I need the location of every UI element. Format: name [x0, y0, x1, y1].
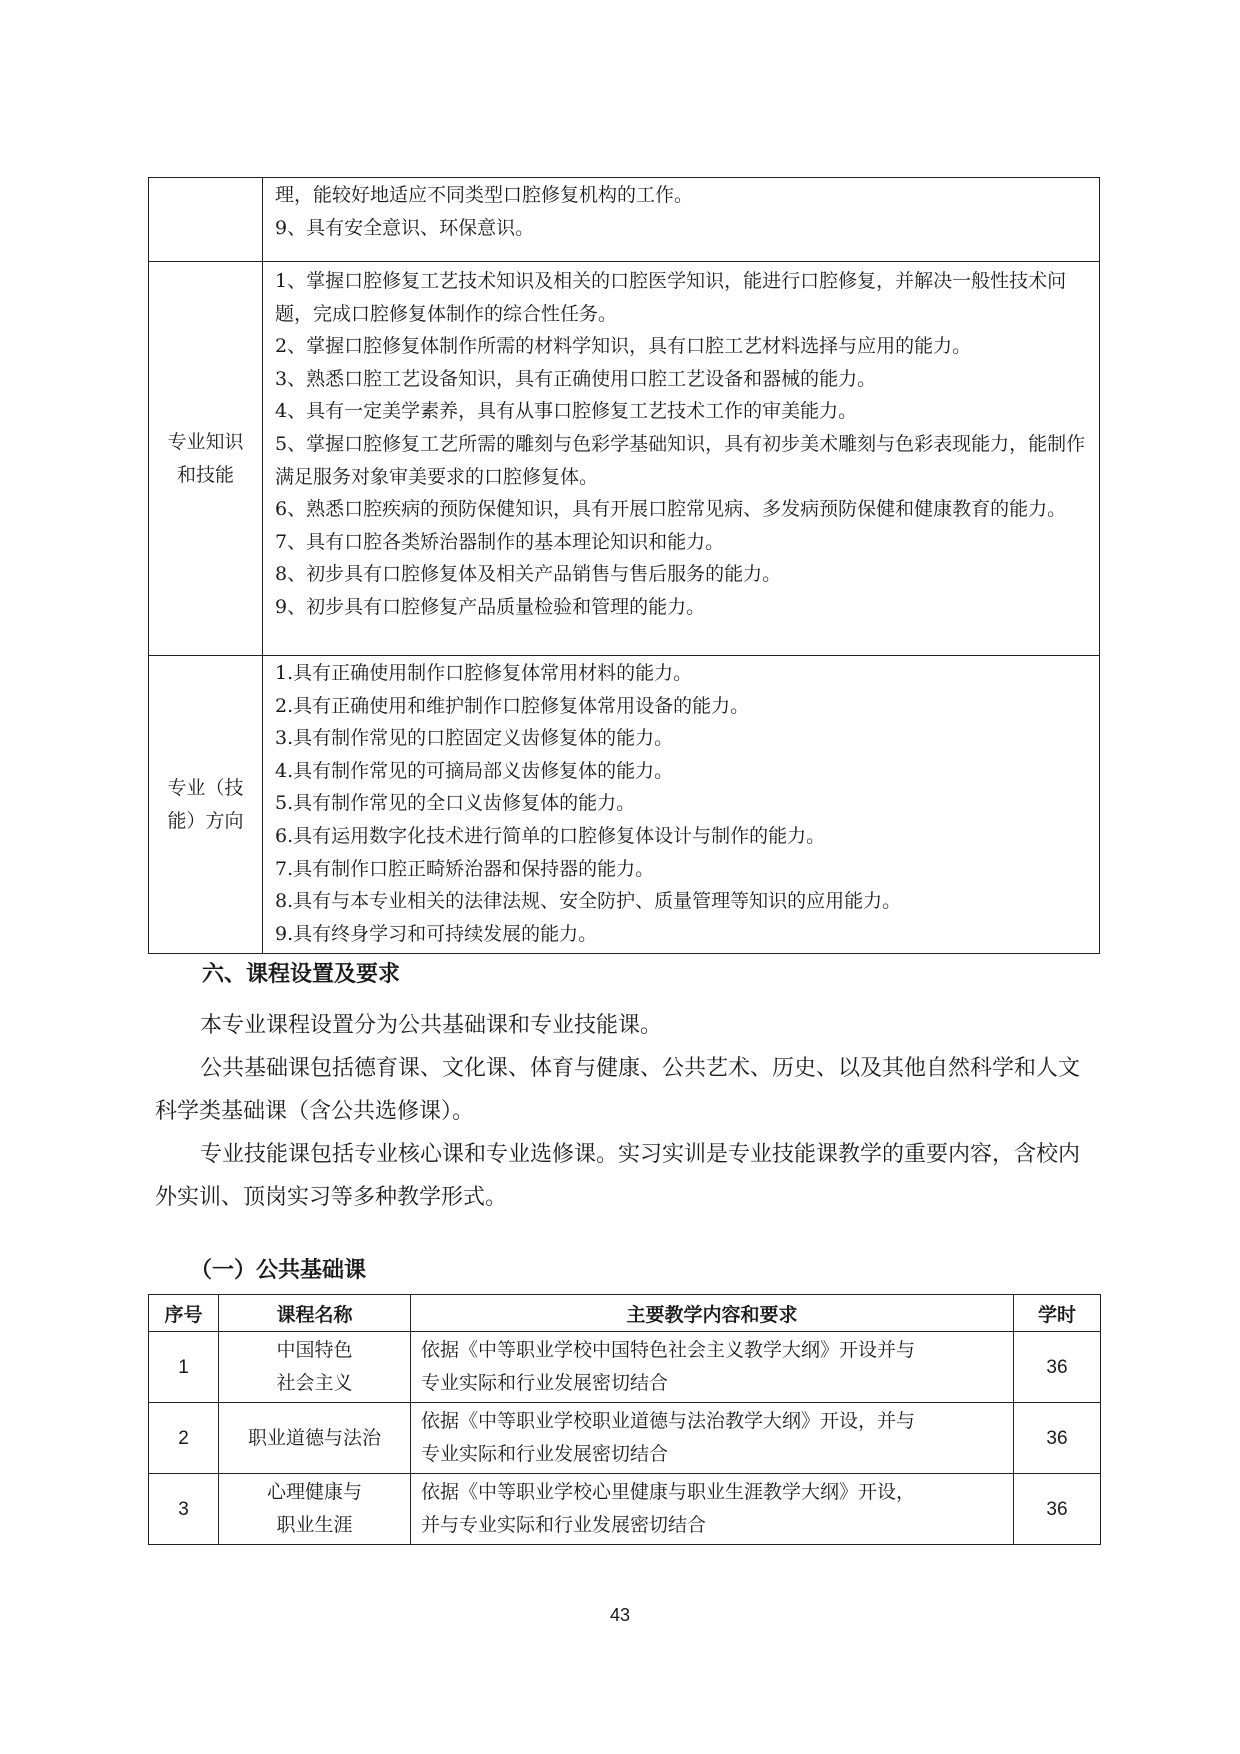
table-row	[149, 1332, 1101, 1403]
list-item: 1、掌握口腔修复工艺技术知识及相关的口腔医学知识，能进行口腔修复，并解决一般性技术问题，完成口腔修复体制作的综合性任务。	[275, 270, 1067, 325]
list-item: 3、熟悉口腔工艺设备知识，具有正确使用口腔工艺设备和器械的能力。	[275, 367, 877, 390]
subsection-heading: （一）公共基础课	[190, 1258, 367, 1283]
category-label-line: 专业（技	[167, 776, 244, 799]
category-cell	[149, 656, 263, 954]
table-row	[149, 262, 1100, 656]
course-hours: 36	[1014, 1332, 1101, 1403]
course-hours: 36	[1014, 1403, 1101, 1474]
list-item: 8、初步具有口腔修复体及相关产品销售与售后服务的能力。	[275, 563, 782, 586]
course-name	[219, 1474, 411, 1545]
list-item: 4、具有一定美学素养，具有从事口腔修复工艺技术工作的审美能力。	[275, 400, 858, 423]
section-body	[155, 1004, 1100, 1219]
list-item: 6、熟悉口腔疾病的预防保健知识，具有开展口腔常见病、多发病预防保健和健康教育的能力。	[275, 498, 1067, 521]
list-item: 9.具有终身学习和可持续发展的能力。	[275, 922, 598, 945]
list-item: 2、掌握口腔修复体制作所需的材料学知识，具有口腔工艺材料选择与应用的能力。	[275, 335, 972, 358]
course-content	[411, 1403, 1014, 1474]
list-item: 5.具有制作常见的全口义齿修复体的能力。	[275, 792, 636, 815]
table-row	[149, 656, 1100, 954]
course-content-line: 依据《中等职业学校中国特色社会主义教学大纲》开设并与	[421, 1339, 916, 1361]
category-label-line: 和技能	[176, 463, 234, 486]
course-hours: 36	[1014, 1474, 1101, 1545]
table-row	[149, 178, 1100, 262]
paragraph: 专业技能课包括专业核心课和专业选修课。实习实训是专业技能课教学的重要内容，含校内外实训、顶岗实习等多种教学形式。	[155, 1142, 1081, 1210]
course-content	[411, 1474, 1014, 1545]
row-number: 1	[149, 1332, 219, 1403]
course-name	[219, 1403, 411, 1474]
course-content-line: 专业实际和行业发展密切结合	[421, 1443, 669, 1465]
course-content-line: 专业实际和行业发展密切结合	[421, 1372, 669, 1394]
column-header: 课程名称	[219, 1295, 411, 1332]
requirements-cell	[263, 262, 1100, 656]
list-item: 5、掌握口腔修复工艺所需的雕刻与色彩学基础知识，具有初步美术雕刻与色彩表现能力，能制作满足服务对象审美要求的口腔修复体。	[275, 432, 1086, 488]
table-header-row	[149, 1295, 1101, 1332]
course-content	[411, 1332, 1014, 1403]
section-heading: 六、课程设置及要求	[202, 962, 401, 987]
course-content-line: 并与专业实际和行业发展密切结合	[421, 1514, 707, 1536]
paragraph: 公共基础课包括德育课、文化课、体育与健康、公共艺术、历史、以及其他自然科学和人文科学类基础课（含公共选修课）。	[155, 1056, 1081, 1124]
competency-table	[148, 177, 1100, 954]
category-label-line: 能）方向	[167, 809, 244, 832]
category-cell	[149, 262, 263, 656]
list-item: 9、初步具有口腔修复产品质量检验和管理的能力。	[275, 595, 706, 618]
public-course-table	[148, 1294, 1101, 1545]
category-cell	[149, 178, 263, 262]
requirements-cell	[263, 178, 1100, 262]
requirements-cell	[263, 656, 1100, 954]
row-number: 2	[149, 1403, 219, 1474]
table-row	[149, 1474, 1101, 1545]
list-item: 7.具有制作口腔正畸矫治器和保持器的能力。	[275, 857, 655, 880]
course-content-line: 依据《中等职业学校职业道德与法治教学大纲》开设，并与	[421, 1410, 916, 1432]
column-header: 序号	[149, 1295, 219, 1332]
list-item: 9、具有安全意识、环保意识。	[275, 216, 535, 239]
list-item: 4.具有制作常见的可摘局部义齿修复体的能力。	[275, 759, 674, 782]
list-item: 3.具有制作常见的口腔固定义齿修复体的能力。	[275, 727, 674, 750]
course-name	[219, 1332, 411, 1403]
course-name-line: 心理健康与	[266, 1481, 362, 1503]
list-item: 理，能较好地适应不同类型口腔修复机构的工作。	[275, 184, 694, 206]
list-item: 8.具有与本专业相关的法律法规、安全防护、质量管理等知识的应用能力。	[275, 890, 902, 913]
course-name-line: 中国特色	[276, 1339, 353, 1361]
list-item: 2.具有正确使用和维护制作口腔修复体常用设备的能力。	[275, 694, 750, 717]
list-item: 7、具有口腔各类矫治器制作的基本理论知识和能力。	[275, 530, 725, 553]
column-header: 主要教学内容和要求	[411, 1295, 1014, 1332]
table-row	[149, 1403, 1101, 1474]
course-name-line: 职业道德与法治	[247, 1426, 381, 1449]
list-item: 6.具有运用数字化技术进行简单的口腔修复体设计与制作的能力。	[275, 824, 826, 847]
list-item: 1.具有正确使用制作口腔修复体常用材料的能力。	[275, 662, 693, 684]
paragraph: 本专业课程设置分为公共基础课和专业技能课。	[200, 1013, 663, 1038]
course-name-line: 社会主义	[276, 1372, 353, 1394]
course-name-line: 职业生涯	[276, 1514, 353, 1536]
row-number: 3	[149, 1474, 219, 1545]
category-label-line: 专业知识	[167, 430, 244, 453]
course-content-line: 依据《中等职业学校心里健康与职业生涯教学大纲》开设，	[421, 1481, 916, 1503]
page-number: 43	[609, 1605, 631, 1625]
column-header: 学时	[1014, 1295, 1101, 1332]
